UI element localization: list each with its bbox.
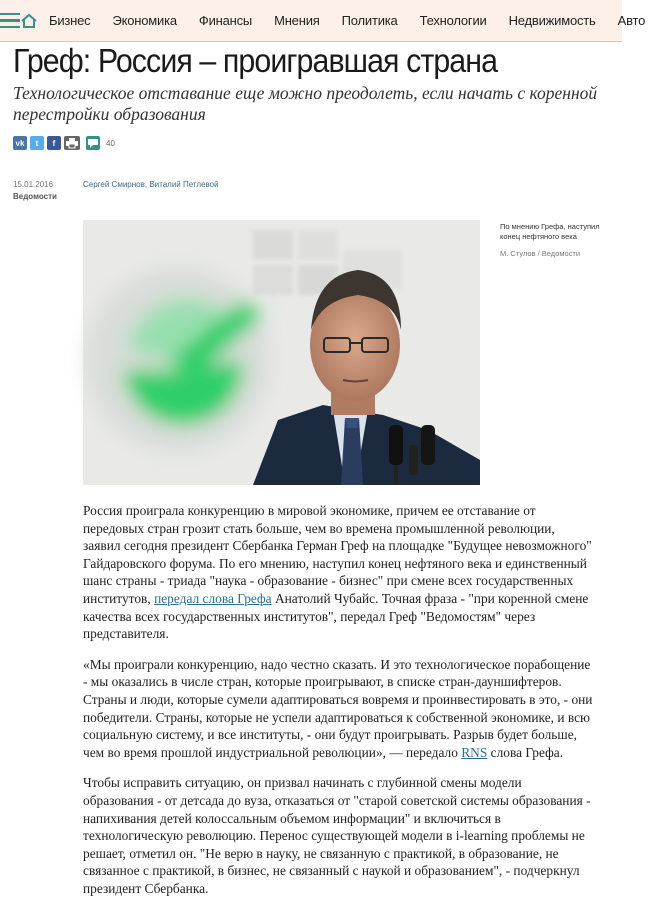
paragraph: «Мы проиграли конкуренцию, надо честно сказать. И это технологическое порабощение - мы оказались в числе стран, которые проигрывают, в списке стран-дауншифтеров. Страны и люди, которые сумели адаптироваться вовремя и проинвестировать в это, - они победители. Страны, которые не успели адаптироваться к собственной экономике, и всю социальную систему, и все институты, - они будут проигрывать. Разрыв будет больше, чем во время прошлой индустриальной революции», — передало RNS слова Грефа. (83, 656, 593, 760)
article-title: Греф: Россия – проигравшая страна (13, 42, 498, 79)
nav-item-economy[interactable]: Экономика (112, 13, 177, 28)
comments-count[interactable]: 40 (106, 138, 115, 148)
article-authors[interactable]: Сергей Смирнов, Виталий Петлевой (83, 180, 219, 189)
link-gref-words[interactable]: передал слова Грефа (154, 590, 272, 606)
comments-icon[interactable] (86, 136, 100, 150)
paragraph: Россия проиграла конкуренцию в мировой экономике, причем ее отставание от передовых стран грозит стать больше, чем во времена промышленной революции, заявил сегодня президент Сбербанка Герман Греф на площадке "Будущее невозможного" Гайдаровского форума. По его мнению, наступил конец нефтяного века и единственный шанс страны - триада "наука - образование - бизнес" при смене всех государственных институтов, передал слова Грефа Анатолий Чубайс. Точная фраза - "при коренной смене качества всех государственных институтов", передал Греф "Ведомостям" через представителя. (83, 503, 592, 642)
menu-icon[interactable] (0, 0, 20, 42)
publish-date: 15.01.2016 (13, 180, 54, 189)
vk-share-icon[interactable]: vk (13, 136, 27, 150)
article-body (83, 502, 593, 910)
article-subtitle: Технологическое отставание еще можно преодолеть, если начать с коренной перестройки образования (13, 83, 598, 124)
nav-item-technology[interactable]: Технологии (419, 13, 487, 28)
nav-menu (38, 0, 656, 42)
twitter-share-icon[interactable]: t (30, 136, 44, 150)
link-rns[interactable]: RNS (461, 744, 488, 760)
facebook-share-icon[interactable]: f (47, 136, 61, 150)
article-photo (83, 220, 480, 485)
nav-item-realty[interactable]: Недвижимость (508, 13, 596, 28)
home-icon[interactable] (20, 0, 38, 42)
top-navigation (0, 0, 646, 42)
nav-item-opinions[interactable]: Мнения (274, 13, 320, 28)
nav-item-finance[interactable]: Финансы (198, 13, 253, 28)
nav-item-business[interactable]: Бизнес (49, 13, 91, 28)
print-icon[interactable] (64, 136, 80, 150)
nav-item-politics[interactable]: Политика (341, 13, 398, 28)
publication-source: Ведомости (13, 192, 57, 201)
paragraph: Чтобы исправить ситуацию, он призвал начинать с глубинной смены модели образования - от детсада до вуза, отказаться от "старой советской системы образования - напихивания детей колоссальным объемом информации" и включиться в технологическую революцию. Перенос существующей модели в i-learning проблемы не решает, отметил он. "Не верю в науку, не связанную с практикой, в образование, не связанное с практикой, в бизнес, не связанный с наукой и образованием", - подчеркнул президент Сбербанка. (83, 775, 591, 896)
photo-caption: По мнению Грефа, наступил конец нефтяного века (500, 222, 600, 241)
share-bar (13, 136, 115, 150)
nav-item-auto[interactable]: Авто (617, 13, 646, 28)
photo-credit: М. Стулов / Ведомости (500, 249, 581, 258)
